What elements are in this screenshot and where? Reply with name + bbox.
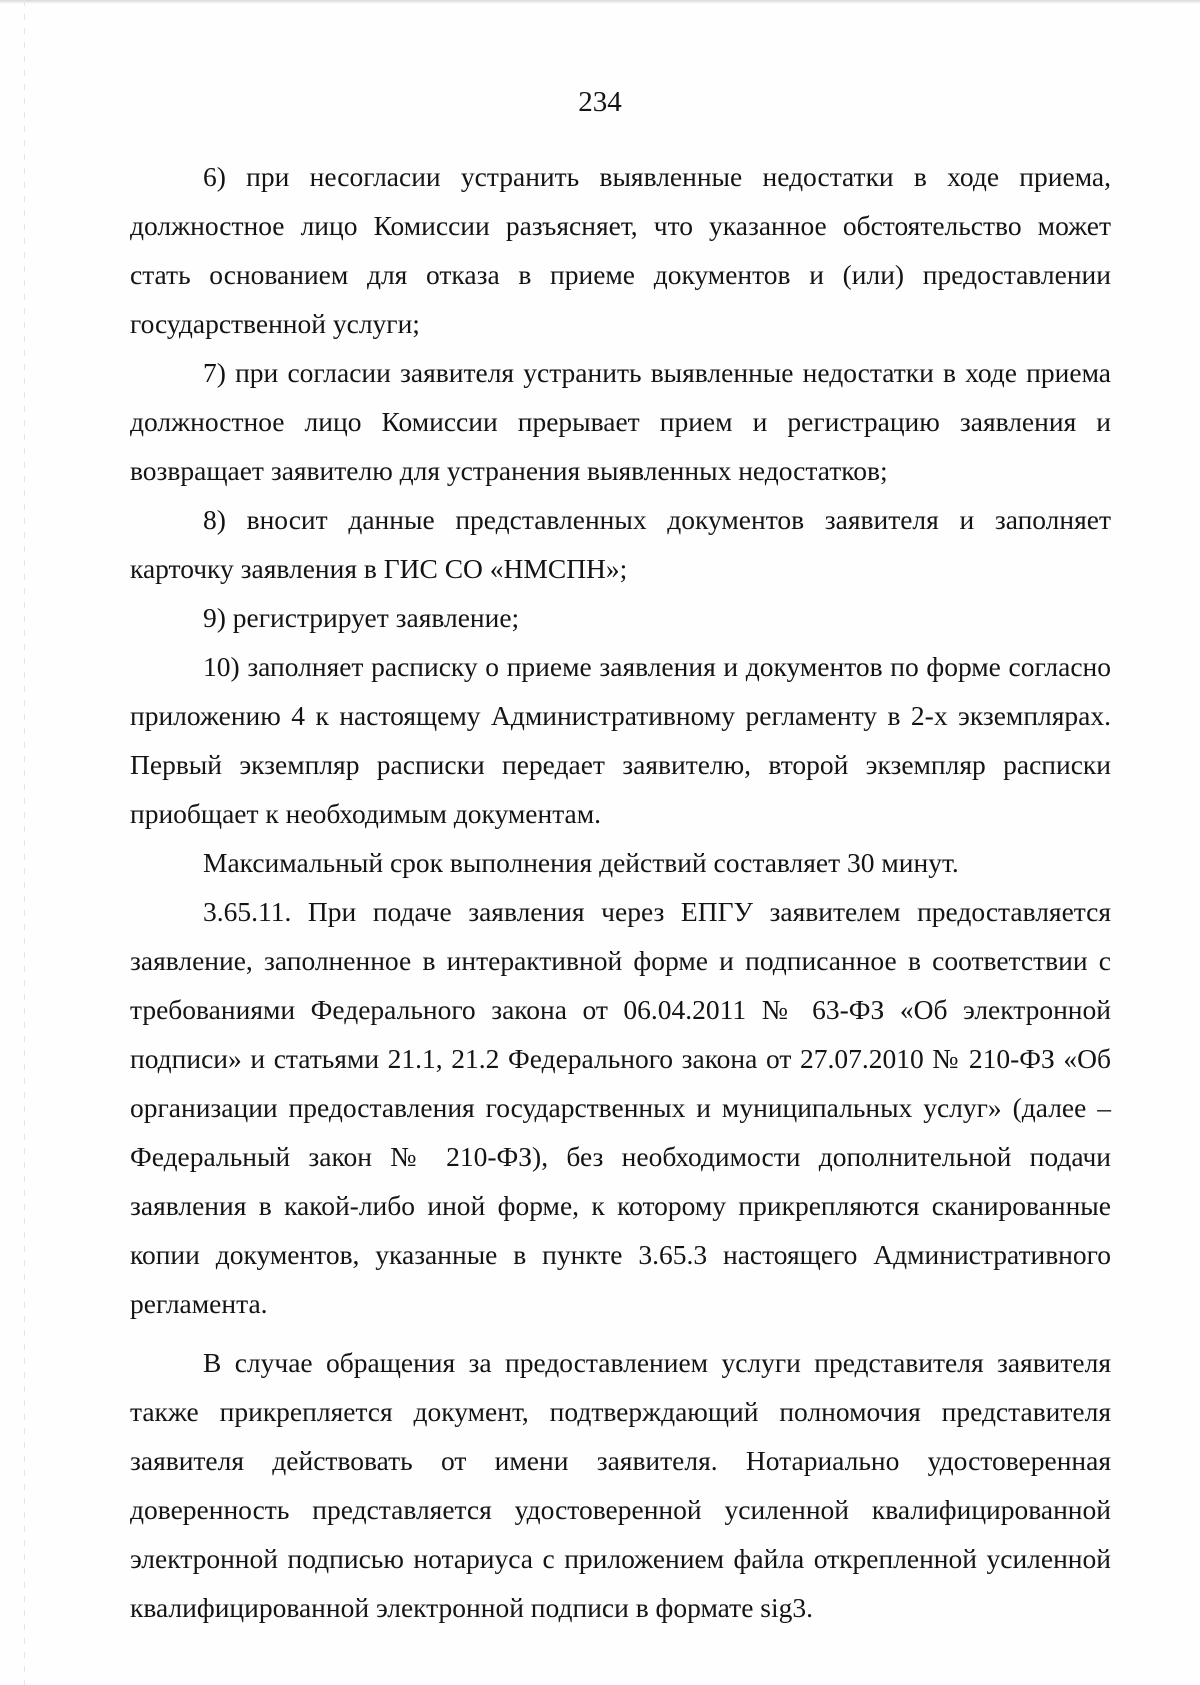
paragraph-item-6: 6) при несогласии устранить выявленные недостатки в ходе приема, должностное лицо Комиссии разъясняет, что указанное обстоятельство может стать основанием для отказа в приеме документов и (или) предоставлении государственной услуги; (130, 161, 1111, 339)
paragraph-section-3-65-11: 3.65.11. При подаче заявления через ЕПГУ заявителем предоставляется заявление, заполненное в интерактивной форме и подписанное в соответствии с требованиями Федерального закона от 06.04.2011 № 63-ФЗ «Об электронной подписи» и статьями 21.1, 21.2 Федерального закона от 27.07.2010 № 210-ФЗ «Об организации предоставления государственных и муниципальных услуг» (далее – Федеральный закон № 210-ФЗ), без необходимости дополнительной подачи заявления в какой-либо иной форме, к которому прикрепляются сканированные копии документов, указанные в пункте 3.65.3 настоящего Административного регламента. (130, 896, 1111, 1319)
paragraph-item-9: 9) регистрирует заявление; (203, 602, 520, 633)
page-number: 234 (578, 86, 622, 118)
paragraph-item-7: 7) при согласии заявителя устранить выявленные недостатки в ходе приема должностное лицо Комиссии прерывает прием и регистрацию заявления и возвращает заявителю для устранения выявленных недостатков; (130, 357, 1111, 486)
scan-top-edge (0, 0, 1200, 4)
paragraph-max-duration: Максимальный срок выполнения действий составляет 30 минут. (203, 847, 959, 878)
paragraph-item-10: 10) заполняет расписку о приеме заявления и документов по форме согласно приложению 4 к настоящему Административному регламенту в 2-х экземплярах. Первый экземпляр расписки передает заявителю, второй экземпляр расписки приобщает к необходимым документам. (130, 651, 1111, 829)
document-body (130, 152, 1111, 1632)
scan-left-margin-line (24, 0, 25, 1685)
paragraph-item-8: 8) вносит данные представленных документов заявителя и заполняет карточку заявления в ГИС СО «НМСПН»; (130, 504, 1111, 584)
paragraph-representative: В случае обращения за предоставлением услуги представителя заявителя также прикрепляется документ, подтверждающий полномочия представителя заявителя действовать от имени заявителя. Нотариально удостоверенная доверенность представляется удостоверенной усиленной квалифицированной электронной подписью нотариуса с приложением файла открепленной усиленной квалифицированной электронной подписи в формате sig3. (130, 1347, 1111, 1623)
